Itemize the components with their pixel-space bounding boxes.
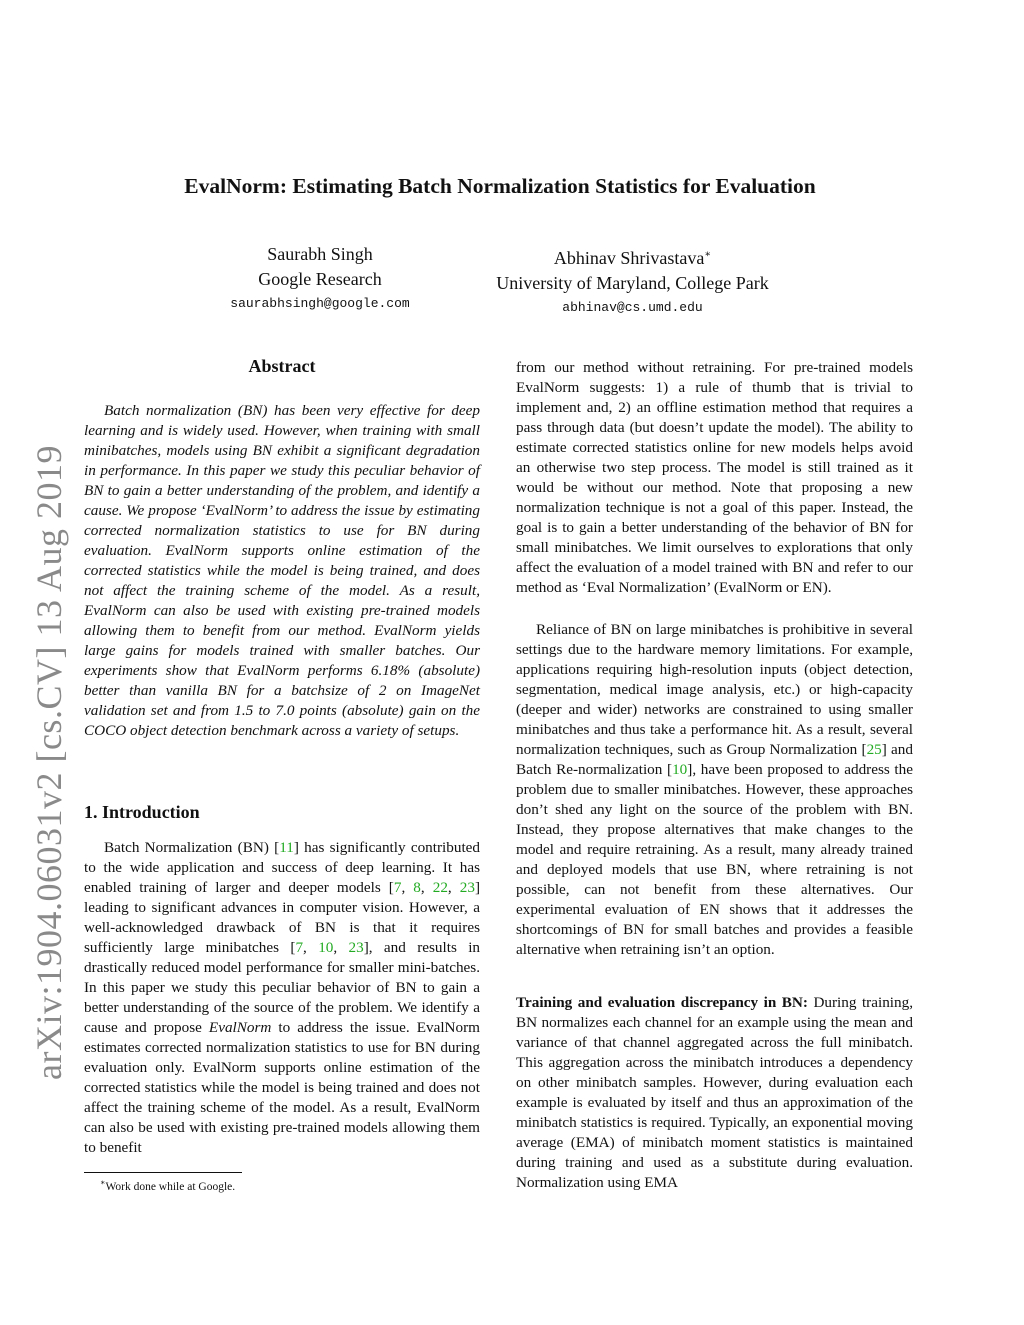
method-name: EvalNorm: [208, 1019, 272, 1036]
author-footnote-mark: ∗: [704, 249, 712, 260]
introduction-heading: 1. Introduction: [84, 802, 200, 822]
abstract-text: Batch normalization (BN) has been very effective for deep learning and is widely used. However, when training with small minibatches, models using BN exhibit a significant degradation in performance. In this paper we study this peculiar behavior of BN to gain a better understanding of the problem, and identify a cause. We propose ‘EvalNorm’ to address the issue by estimating corrected normalization statistics to use for BN during evaluation. EvalNorm supports online estimation of the corrected statistics while the model is being trained, and does not affect the training scheme of the model. As a result, EvalNorm can also be used with existing pre-trained models allowing them to benefit from our method. EvalNorm yields large gains for models trained with smaller batches. Our experiments show that EvalNorm performs 6.18% (absolute) better than vanilla BN for a batchsize of 2 on ImageNet validation set and from 1.5 to 7.0 points (absolute) gain on the COCO object detection benchmark across a variety of setups.: [84, 402, 480, 739]
paper-title: EvalNorm: Estimating Batch Normalization Statistics for Evaluation: [184, 174, 816, 198]
text-run: During training, BN normalizes each channel for an example using the mean and variance of that channel aggregated across the full minibatch. This aggregation across the minibatch introduces a dependency on other minibatch samples. However, during evaluation each example is evaluated by itself and thus an approximation of the minibatch statistics is required. Typically, an exponential moving average (EMA) of minibatch moment statistics is maintained during training and used as a substitute during evaluation. Normalization using EMA: [516, 994, 913, 1191]
text-run: ,: [420, 879, 433, 896]
text-run: ] and Batch Re-normalization [: [516, 741, 913, 778]
body-paragraph: [516, 993, 913, 1193]
citation-link[interactable]: 7: [393, 879, 402, 896]
author-email: saurabhsingh@google.com: [230, 296, 410, 311]
citation-link[interactable]: 8: [413, 879, 421, 896]
author-name: Saurabh Singh: [267, 244, 373, 264]
text-run: ] has significantly contributed to the wide application and success of deep learning. It has enabled training of larger and deeper models [: [84, 839, 480, 896]
author-block-1: [190, 242, 450, 316]
footnote: [100, 1178, 235, 1193]
text-run: ,: [401, 879, 414, 896]
abstract-heading: Abstract: [248, 356, 316, 376]
text-run: ,: [303, 939, 319, 956]
text-run: ,: [333, 939, 349, 956]
text-run: Batch Normalization (BN) [: [104, 839, 280, 856]
footnote-rule: [84, 1172, 242, 1173]
citation-link[interactable]: 7: [295, 939, 304, 956]
author-affiliation: Google Research: [258, 269, 382, 289]
body-paragraph: from our method without retraining. For pre-trained models EvalNorm suggests: 1) a rule of thumb that is trivial to implement and, 2) an offline estimation method that requires a pass through data (but doesn’t update the model). The ability to estimate corrected statistics online for new models helps avoid an otherwise two step process. The model is still trained as it would be without our method. Note that proposing a new normalization technique is not a goal of this paper. Instead, the goal is to gain a better understanding of the behavior of BN for small minibatches. We limit ourselves to explorations that only affect the evaluation of a model trained with BN and refer to our method as ‘Eval Normalization’ (EvalNorm or EN).: [516, 359, 913, 596]
citation-link[interactable]: 10: [318, 939, 334, 956]
citation-link[interactable]: 22: [432, 879, 448, 896]
footnote-mark: ∗: [100, 1178, 106, 1187]
author-name-line: [470, 242, 795, 271]
paragraph-lead-heading: Training and evaluation discrepancy in BN:: [516, 994, 808, 1011]
text-run: Reliance of BN on large minibatches is prohibitive in several settings due to the hardware memory limitations. For example, applications requiring high-resolution inputs (object detection, segmentation, medical image analysis, etc.) or high-capacity (deeper and wider) networks are constrained to using smaller minibatches and thus take a performance hit. As a result, several normalization techniques, such as Group Normalization [: [516, 621, 913, 758]
introduction-paragraph: [84, 838, 480, 1158]
author-email: abhinav@cs.umd.edu: [562, 300, 703, 315]
author-block-2: [470, 242, 795, 320]
body-paragraph: [516, 620, 913, 960]
citation-link[interactable]: 11: [279, 839, 294, 856]
author-affiliation: University of Maryland, College Park: [496, 273, 769, 293]
citation-link[interactable]: 25: [866, 741, 882, 758]
author-name: Abhinav Shrivastava: [553, 248, 705, 268]
arxiv-identifier: arXiv:1904.06031v2 [cs.CV] 13 Aug 2019: [29, 445, 69, 1080]
text-run: ], and results in drastically reduced model performance for smaller mini-batches. In this paper we study this peculiar behavior of BN to gain a better understanding of the source of the problem. We identify a cause and propose: [84, 939, 481, 1036]
citation-link[interactable]: 10: [672, 761, 688, 778]
text-run: to address the issue. EvalNorm estimates corrected normalization statistics to use for BN during evaluation only. EvalNorm supports online estimation of the corrected statistics while the model is being trained and does not affect the training scheme of the model. As a result, EvalNorm can also be used with existing pre-trained models allowing them to benefit: [84, 1019, 480, 1156]
text-run: ], have been proposed to address the problem due to smaller minibatches. However, these approaches don’t shed any light on the source of the problem with BN. Instead, they propose alternatives that make changes to the model and require retraining. As a result, many already trained and deployed models that use BN, where retraining is not possible, can not benefit from these alternatives. Our experimental evaluation of EN shows that it addresses the shortcomings of BN for small batches and provides a feasible alternative when retraining isn’t an option.: [516, 761, 913, 958]
citation-link[interactable]: 23: [459, 879, 475, 896]
text-run: ] leading to significant advances in computer vision. However, a well-acknowledged drawback of BN is that it requires sufficiently large minibatches [: [84, 879, 481, 956]
footnote-text: Work done while at Google.: [105, 1180, 236, 1193]
citation-link[interactable]: 23: [348, 939, 364, 956]
text-run: ,: [447, 879, 460, 896]
